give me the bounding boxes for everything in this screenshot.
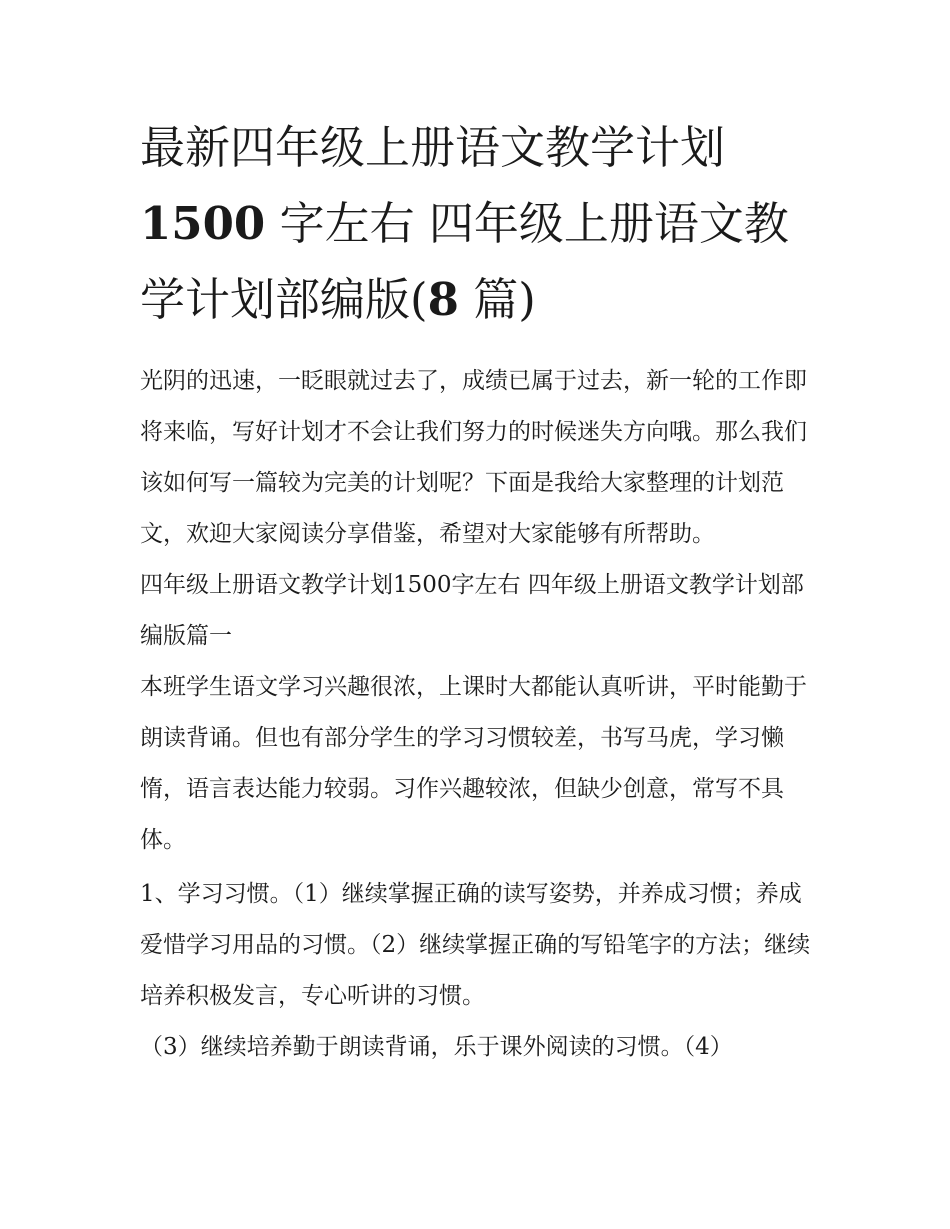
title-part-5: 篇) <box>473 273 536 326</box>
learning-habits-paragraph: 1、学习习惯。（1）继续掌握正确的读写姿势，并养成习惯；养成爱惜学习用品的习惯。（2）继续掌握正确的写铅笔字的方法；继续培养积极发言，专心听讲的习惯。 <box>140 881 811 1009</box>
class-analysis-paragraph: 本班学生语文学习兴趣很浓，上课时大都能认真听讲，平时能勤于朗读背诵。但也有部分学生的学习习惯较差，书写马虎，学习懒惰，语言表达能力较弱。习作兴趣较浓，但缺少创意，常写不具体。 <box>140 674 807 853</box>
document-title <box>140 110 820 338</box>
title-part-4: 8 <box>427 273 459 326</box>
learning-habits-continued-paragraph: （3）继续培养勤于朗读背诵，乐于课外阅读的习惯。（4） <box>140 1034 733 1060</box>
title-part-2: 1500 <box>140 197 266 250</box>
intro-paragraph: 光阴的迅速，一眨眼就过去了，成绩已属于过去，新一轮的工作即将来临，写好计划才不会让我们努力的时候迷失方向哦。那么我们该如何写一篇较为完美的计划呢？下面是我给大家整理的计划范文，欢迎大家阅读分享借鉴，希望对大家能够有所帮助。 <box>140 368 807 547</box>
title-part-1: 最新四年级上册语文教学计划 <box>140 121 726 174</box>
document-body <box>140 356 820 1073</box>
document-page <box>140 110 820 1073</box>
title-part-3: 字左右 四年级上册语文教学计划部编版( <box>140 197 789 326</box>
section-heading: 四年级上册语文教学计划1500字左右 四年级上册语文教学计划部编版篇一 <box>140 572 804 649</box>
